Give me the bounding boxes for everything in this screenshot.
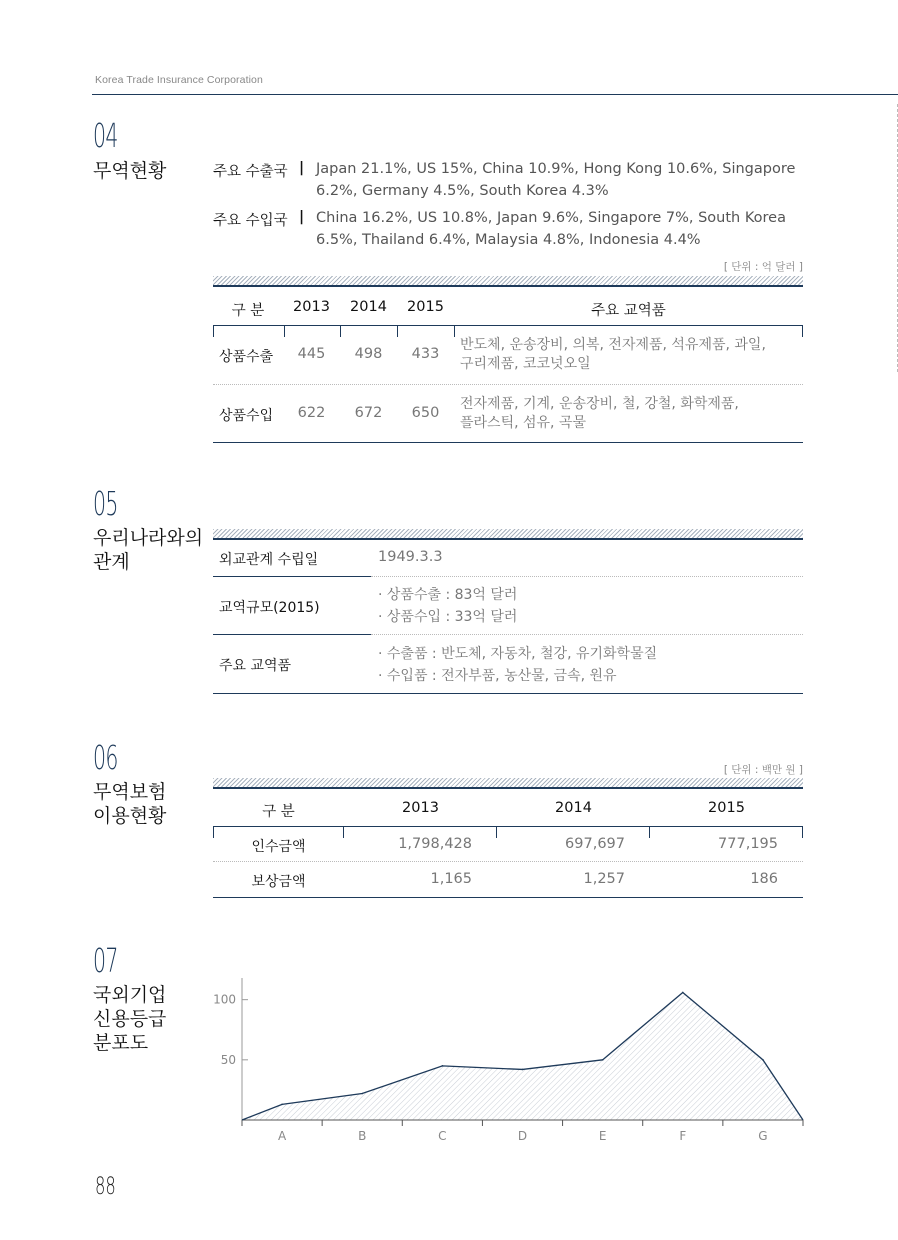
- import-items-line-2: 플라스틱, 섬유, 곡물: [460, 415, 586, 431]
- trade-table-header-2014: 2014: [350, 299, 387, 315]
- page-number: 88: [95, 1172, 116, 1200]
- import-items-line-1: 전자제품, 기계, 운송장비, 철, 강철, 화학제품,: [460, 396, 739, 412]
- import-countries-value: [316, 207, 796, 251]
- insurance-header-category: 구 분: [262, 804, 295, 820]
- relation-row-items-label: 주요 교역품: [219, 658, 292, 674]
- trade-table-header-category: 구 분: [231, 303, 265, 319]
- relation-row-diplomacy-label: 외교관계 수립일: [219, 552, 319, 568]
- export-countries-value: [316, 158, 796, 202]
- data-point: [281, 1104, 283, 1106]
- header-tick: [284, 326, 285, 337]
- header-tick: [802, 827, 803, 838]
- insurance-row-compensation-2013: 1,165: [430, 871, 472, 887]
- trade-row-export-items: [460, 336, 803, 374]
- insurance-row-underwriting-2015: 777,195: [718, 836, 778, 852]
- header-tick: [340, 326, 341, 337]
- insurance-row-underwriting-2014: 697,697: [565, 836, 625, 852]
- relation-row-divider: [371, 576, 803, 577]
- section-04-number: 04: [93, 116, 118, 155]
- trade-volume-export: · 상품수출 : 83억 달러: [378, 587, 518, 603]
- section-05-hatch-band: [213, 529, 803, 540]
- relation-row-trade-volume-value: [378, 584, 517, 628]
- data-point: [602, 1059, 604, 1061]
- import-countries-label: 주요 수입국: [213, 213, 288, 229]
- insurance-header-2013: 2013: [402, 800, 439, 816]
- trade-row-divider: [213, 384, 803, 385]
- relation-table-bottom-rule: [213, 693, 803, 694]
- data-point: [522, 1069, 524, 1071]
- section-05-title-line-1: 우리나라와의: [93, 527, 204, 549]
- trade-table-header-2013: 2013: [293, 299, 330, 315]
- trade-table-bottom-rule: [213, 442, 803, 443]
- section-06-title-line-1: 무역보험: [93, 781, 167, 803]
- credit-rating-chart: [200, 970, 815, 1150]
- section-07-title: [93, 983, 166, 1055]
- section-07-title-line-1: 국외기업: [93, 984, 167, 1006]
- insurance-row-divider: [213, 861, 803, 862]
- trade-row-import-label: 상품수입: [219, 408, 274, 424]
- section-06-title-line-2: 이용현황: [93, 805, 167, 827]
- insurance-row-underwriting-2013: 1,798,428: [398, 836, 472, 852]
- insurance-header-2014: 2014: [555, 800, 592, 816]
- data-point: [682, 992, 684, 994]
- section-05-title-line-2: 관계: [93, 551, 130, 573]
- trade-row-export-2014: 498: [354, 346, 383, 362]
- trade-row-export-2015: 433: [411, 346, 440, 362]
- header-rule: [92, 94, 898, 95]
- trade-table-header-items: 주요 교역품: [591, 303, 666, 319]
- trade-table-header-2015: 2015: [407, 299, 444, 315]
- import-separator: |: [299, 209, 305, 225]
- section-05-title: [93, 526, 203, 574]
- section-07-title-line-2: 신용등급: [93, 1008, 167, 1030]
- header-tick: [213, 326, 214, 337]
- y-tick-label: 100: [213, 992, 236, 1007]
- y-tick-label: 50: [220, 1052, 236, 1067]
- x-tick-label: C: [438, 1129, 447, 1143]
- export-separator: |: [299, 160, 305, 176]
- insurance-row-compensation-2015: 186: [750, 871, 778, 887]
- x-tick-label: A: [277, 1129, 287, 1143]
- x-tick-label: D: [517, 1129, 528, 1143]
- insurance-table-bottom-rule: [213, 897, 803, 898]
- trade-row-import-2013: 622: [297, 405, 326, 421]
- relation-row-items-value: [378, 643, 657, 687]
- section-04-title: 무역현황: [93, 160, 167, 182]
- insurance-row-compensation-2014: 1,257: [583, 871, 625, 887]
- area-fill: [242, 992, 803, 1120]
- data-point: [361, 1093, 363, 1095]
- trade-volume-import: · 상품수입 : 33억 달러: [378, 609, 518, 625]
- export-line-2: 6.2%, Germany 4.5%, South Korea 4.3%: [316, 183, 609, 199]
- trade-row-import-2015: 650: [411, 405, 440, 421]
- section-05-number: 05: [93, 484, 118, 523]
- export-items-line-1: 반도체, 운송장비, 의복, 전자제품, 석유제품, 과일,: [460, 337, 766, 353]
- header-tick: [397, 326, 398, 337]
- export-countries-label: 주요 수출국: [213, 164, 288, 180]
- running-header: Korea Trade Insurance Corporation: [95, 74, 263, 86]
- export-items-line-2: 구리제품, 코코넛오일: [460, 356, 591, 372]
- trade-row-import-2014: 672: [354, 405, 383, 421]
- data-point: [762, 1059, 764, 1061]
- relation-export-items: · 수출품 : 반도체, 자동차, 철강, 유기화학물질: [378, 646, 658, 662]
- x-tick-label: F: [679, 1129, 687, 1143]
- section-04-unit: [ 단위 : 억 달러 ]: [723, 261, 803, 273]
- relation-import-items: · 수입품 : 전자부품, 농산물, 금속, 원유: [378, 668, 617, 684]
- insurance-header-2015: 2015: [708, 800, 745, 816]
- x-tick-label: G: [758, 1129, 768, 1143]
- section-06-title: [93, 780, 166, 828]
- import-line-1: China 16.2%, US 10.8%, Japan 9.6%, Singapore 7%, South Korea: [316, 210, 786, 226]
- data-point: [442, 1065, 444, 1067]
- relation-label-rule: [213, 576, 371, 577]
- relation-label-rule: [213, 634, 371, 635]
- export-line-1: Japan 21.1%, US 15%, China 10.9%, Hong Kong 10.6%, Singapore: [316, 161, 796, 177]
- relation-row-trade-volume-label: 교역규모(2015): [219, 600, 320, 616]
- relation-row-divider: [371, 634, 803, 635]
- trade-row-export-2013: 445: [297, 346, 326, 362]
- relation-row-diplomacy-value: 1949.3.3: [378, 549, 443, 565]
- x-tick-label: B: [358, 1129, 367, 1143]
- insurance-row-underwriting-label: 인수금액: [251, 839, 306, 855]
- trade-row-export-label: 상품수출: [219, 349, 274, 365]
- insurance-row-compensation-label: 보상금액: [251, 874, 306, 890]
- x-tick-label: E: [598, 1129, 607, 1143]
- import-line-2: 6.5%, Thailand 6.4%, Malaysia 4.8%, Indonesia 4.4%: [316, 232, 701, 248]
- section-06-unit: [ 단위 : 백만 원 ]: [723, 764, 803, 776]
- section-07-number: 07: [93, 941, 118, 980]
- section-06-number: 06: [93, 738, 118, 777]
- section-07-title-line-3: 분포도: [93, 1032, 149, 1054]
- section-06-hatch-band: [213, 778, 803, 789]
- section-04-hatch-band: [213, 276, 803, 287]
- header-tick: [454, 326, 455, 337]
- trade-row-import-items: [460, 395, 803, 433]
